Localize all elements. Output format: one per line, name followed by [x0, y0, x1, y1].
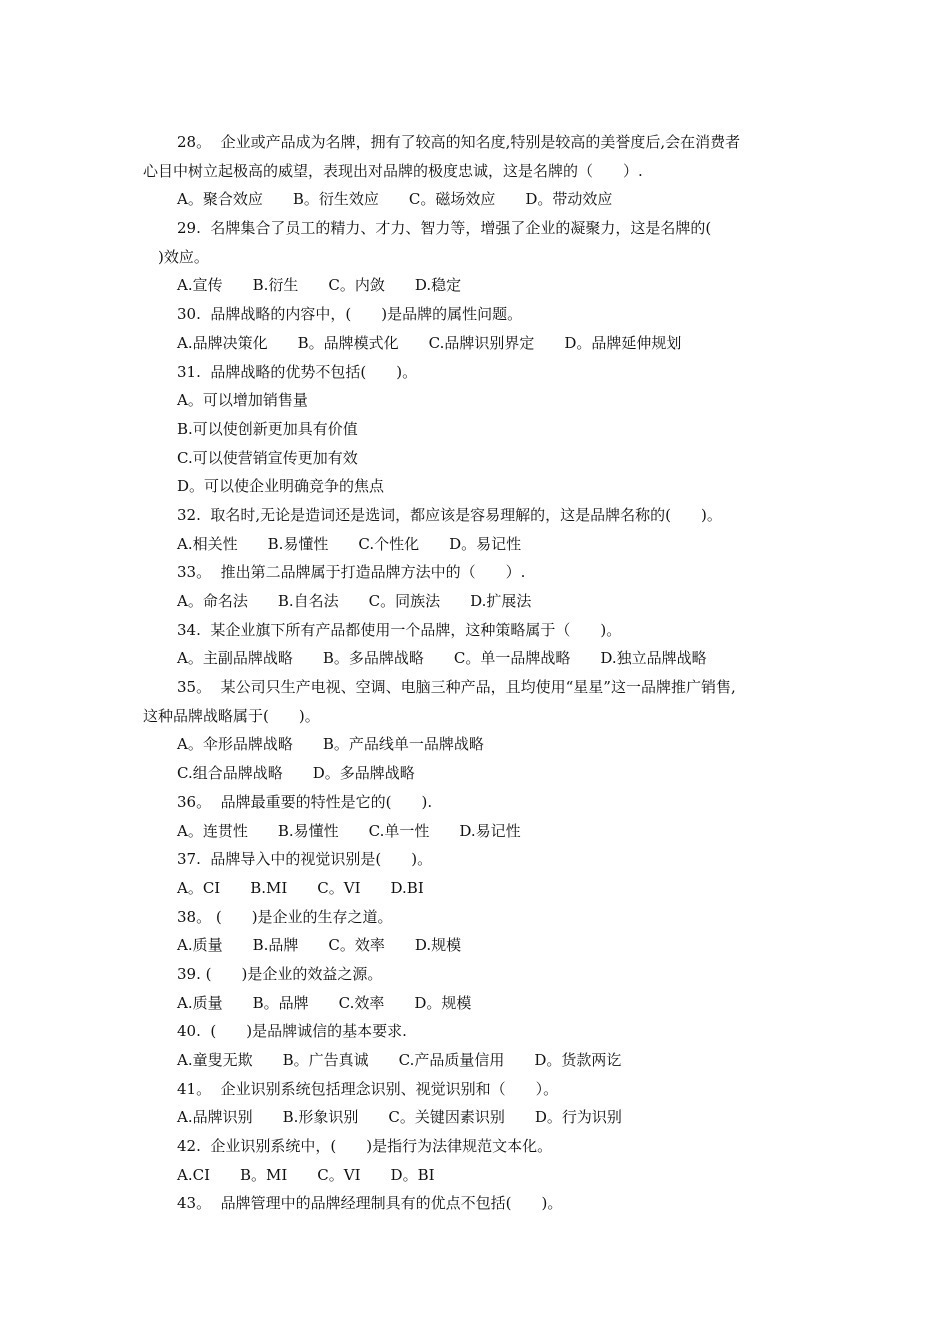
text-line: A。CI B.MI C。VI D.BI: [177, 878, 424, 897]
text-line: 42. 企业识别系统中，( )是指行为法律规范文本化。: [177, 1137, 553, 1156]
text-line: A.相关性 B.易懂性 C.个性化 D。易记性: [177, 534, 522, 553]
text-line: A.童叟无欺 B。广告真诚 C.产品质量信用 D。货款两讫: [177, 1051, 622, 1069]
text-line: D。可以使企业明确竞争的焦点: [177, 477, 385, 496]
text-line: 34. 某企业旗下所有产品都使用一个品牌，这种策略属于（ )。: [177, 620, 622, 639]
text-line: C.可以使营销宣传更加有效: [177, 448, 358, 467]
text-line: A.CI B。MI C。VI D。BI: [177, 1165, 435, 1184]
text-line: A。命名法 B.自名法 C。同族法 D.扩展法: [177, 592, 532, 610]
text-line: 41。 企业识别系统包括理念识别、视觉识别和（ ）。: [177, 1079, 559, 1098]
text-line: A.宣传 B.衍生 C。内敛 D.稳定: [177, 276, 462, 295]
text-line: 36。 品牌最重要的特性是它的( ).: [177, 792, 433, 811]
text-line: A。聚合效应 B。衍生效应 C。磁场效应 D。带动效应: [177, 190, 613, 209]
text-line: 40. ( )是品牌诚信的基本要求.: [177, 1022, 407, 1041]
text-line: A。连贯性 B.易懂性 C.单一性 D.易记性: [177, 821, 521, 840]
text-line: 43。 品牌管理中的品牌经理制具有的优点不包括( )。: [177, 1194, 563, 1213]
text-line: A。伞形品牌战略 B。产品线单一品牌战略: [177, 735, 484, 754]
text-line: 38。 ( )是企业的生存之道。: [177, 907, 393, 926]
text-line: C.组合品牌战略 D。多品牌战略: [177, 764, 415, 783]
text-line: A。可以增加销售量: [177, 391, 308, 410]
text-line: 这种品牌战略属于( )。: [143, 706, 320, 725]
text-line: 32. 取名时,无论是造词还是选词，都应该是容易理解的，这是品牌名称的( )。: [177, 505, 722, 524]
text-line: A.品牌识别 B.形象识别 C。关键因素识别 D。行为识别: [177, 1108, 622, 1127]
text-line: A.质量 B.品牌 C。效率 D.规模: [177, 936, 462, 955]
question-list: [143, 128, 815, 1218]
text-line: 29. 名牌集合了员工的精力、才力、智力等，增强了企业的凝聚力，这是名牌的(: [177, 219, 712, 238]
text-line: 33。 推出第二品牌属于打造品牌方法中的（ ）.: [177, 563, 526, 582]
text-line: 31. 品牌战略的优势不包括( )。: [177, 362, 418, 381]
text-line: A.品牌决策化 B。品牌模式化 C.品牌识别界定 D。品牌延伸规划: [177, 333, 682, 352]
text-line: 心目中树立起极高的威望，表现出对品牌的极度忠诚，这是名牌的（ ）.: [143, 161, 643, 180]
text-line: 35。 某公司只生产电视、空调、电脑三种产品，且均使用“星星”这一品牌推广销售,: [177, 678, 736, 697]
text-line: A.质量 B。品牌 C.效率 D。规模: [177, 993, 472, 1012]
text-line: 39. ( )是企业的效益之源。: [177, 964, 383, 983]
text-line: 37. 品牌导入中的视觉识别是( )。: [177, 850, 433, 869]
text-line: A。主副品牌战略 B。多品牌战略 C。单一品牌战略 D.独立品牌战略: [177, 649, 707, 668]
text-line: 28。 企业或产品成为名牌，拥有了较高的知名度,特别是较高的美誉度后,会在消费者: [177, 133, 741, 151]
text-line: 30. 品牌战略的内容中，( )是品牌的属性问题。: [177, 305, 523, 324]
text-line: )效应。: [143, 247, 209, 266]
text-line: B.可以使创新更加具有价值: [177, 419, 358, 438]
